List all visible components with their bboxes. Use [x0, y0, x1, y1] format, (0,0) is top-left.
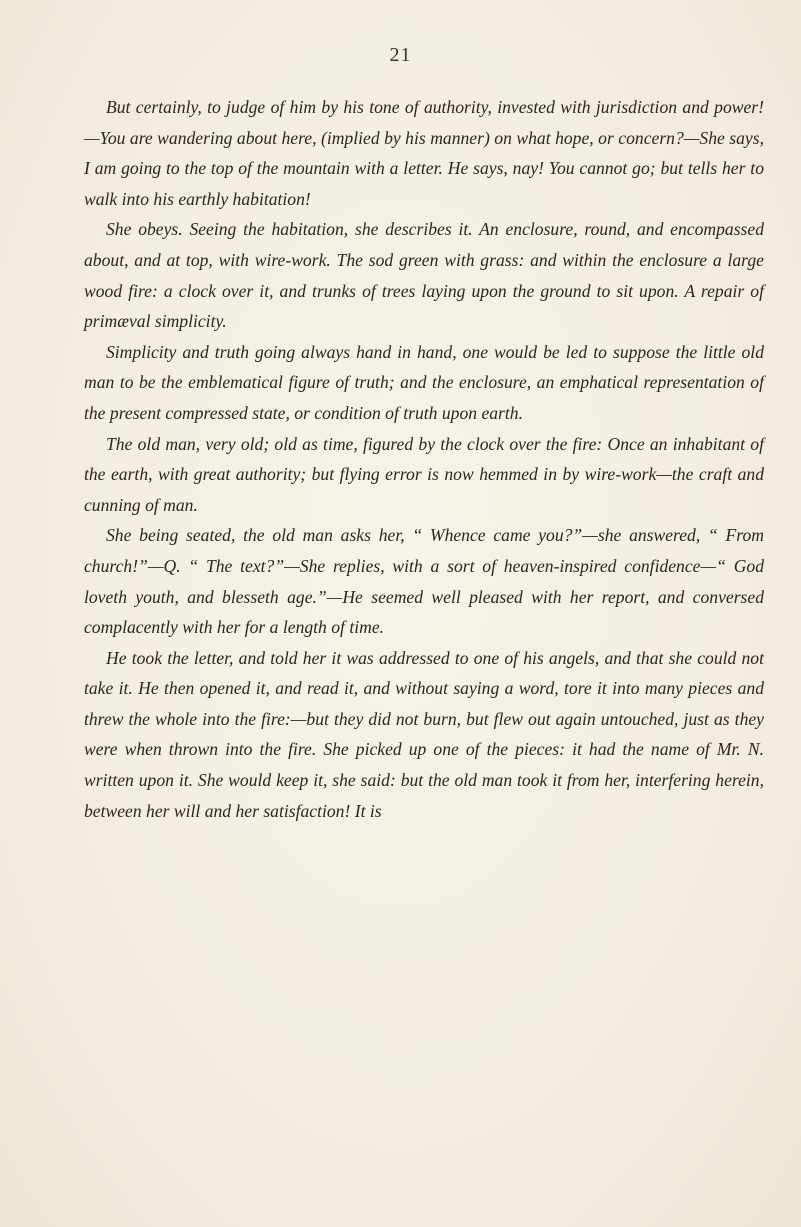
- paragraph-1: But certainly, to judge of him by his tone of authority, invested with jurisdiction and power!—You are wandering about here, (implied by his manner) on what hope, or concern?—She says, I am going to the top of the mountain with a letter. He says, nay! You cannot go; but tells her to walk into his earthly habitation!: [84, 97, 764, 209]
- body-text: [84, 92, 764, 826]
- paragraph-3: Simplicity and truth going always hand in hand, one would be led to suppose the little old man to be the emblematical figure of truth; and the enclosure, an emphatical representation of the present compressed state, or condition of truth upon earth.: [84, 341, 764, 423]
- paragraph-2: She obeys. Seeing the habitation, she describes it. An enclosure, round, and encompassed about, and at top, with wire-work. The sod green with grass: and within the enclosure a large wood fire: a clock over it, and trunks of trees laying upon the ground to sit upon. A repair of primæval simplicity.: [84, 219, 764, 332]
- paragraph-5: She being seated, the old man asks her, “ Whence came you?”—she answered, “ From church!”—Q. “ The text?”—She replies, with a sort of heaven-inspired confidence—“ God loveth youth, and blesseth age.”—He seemed well pleased with her report, and conversed complacently with her for a length of time.: [84, 525, 764, 638]
- paragraph-6: He took the letter, and told her it was addressed to one of his angels, and that she could not take it. He then opened it, and read it, and without saying a word, tore it into many pieces and threw the whole into the fire:—but they did not burn, but flew out again untouched, just as they were when thrown into the fire. She picked up one of the pieces: it had the name of Mr. N. written upon it. She would keep it, she said: but the old man took it from her, interfering herein, between her will and her satisfaction! It is: [84, 647, 764, 821]
- page-number: 21: [389, 44, 412, 66]
- paragraph-4: The old man, very old; old as time, figured by the clock over the fire: Once an inhabitant of the earth, with great authority; but flying error is now hemmed in by wire-work—the craft and cunning of man.: [84, 433, 764, 515]
